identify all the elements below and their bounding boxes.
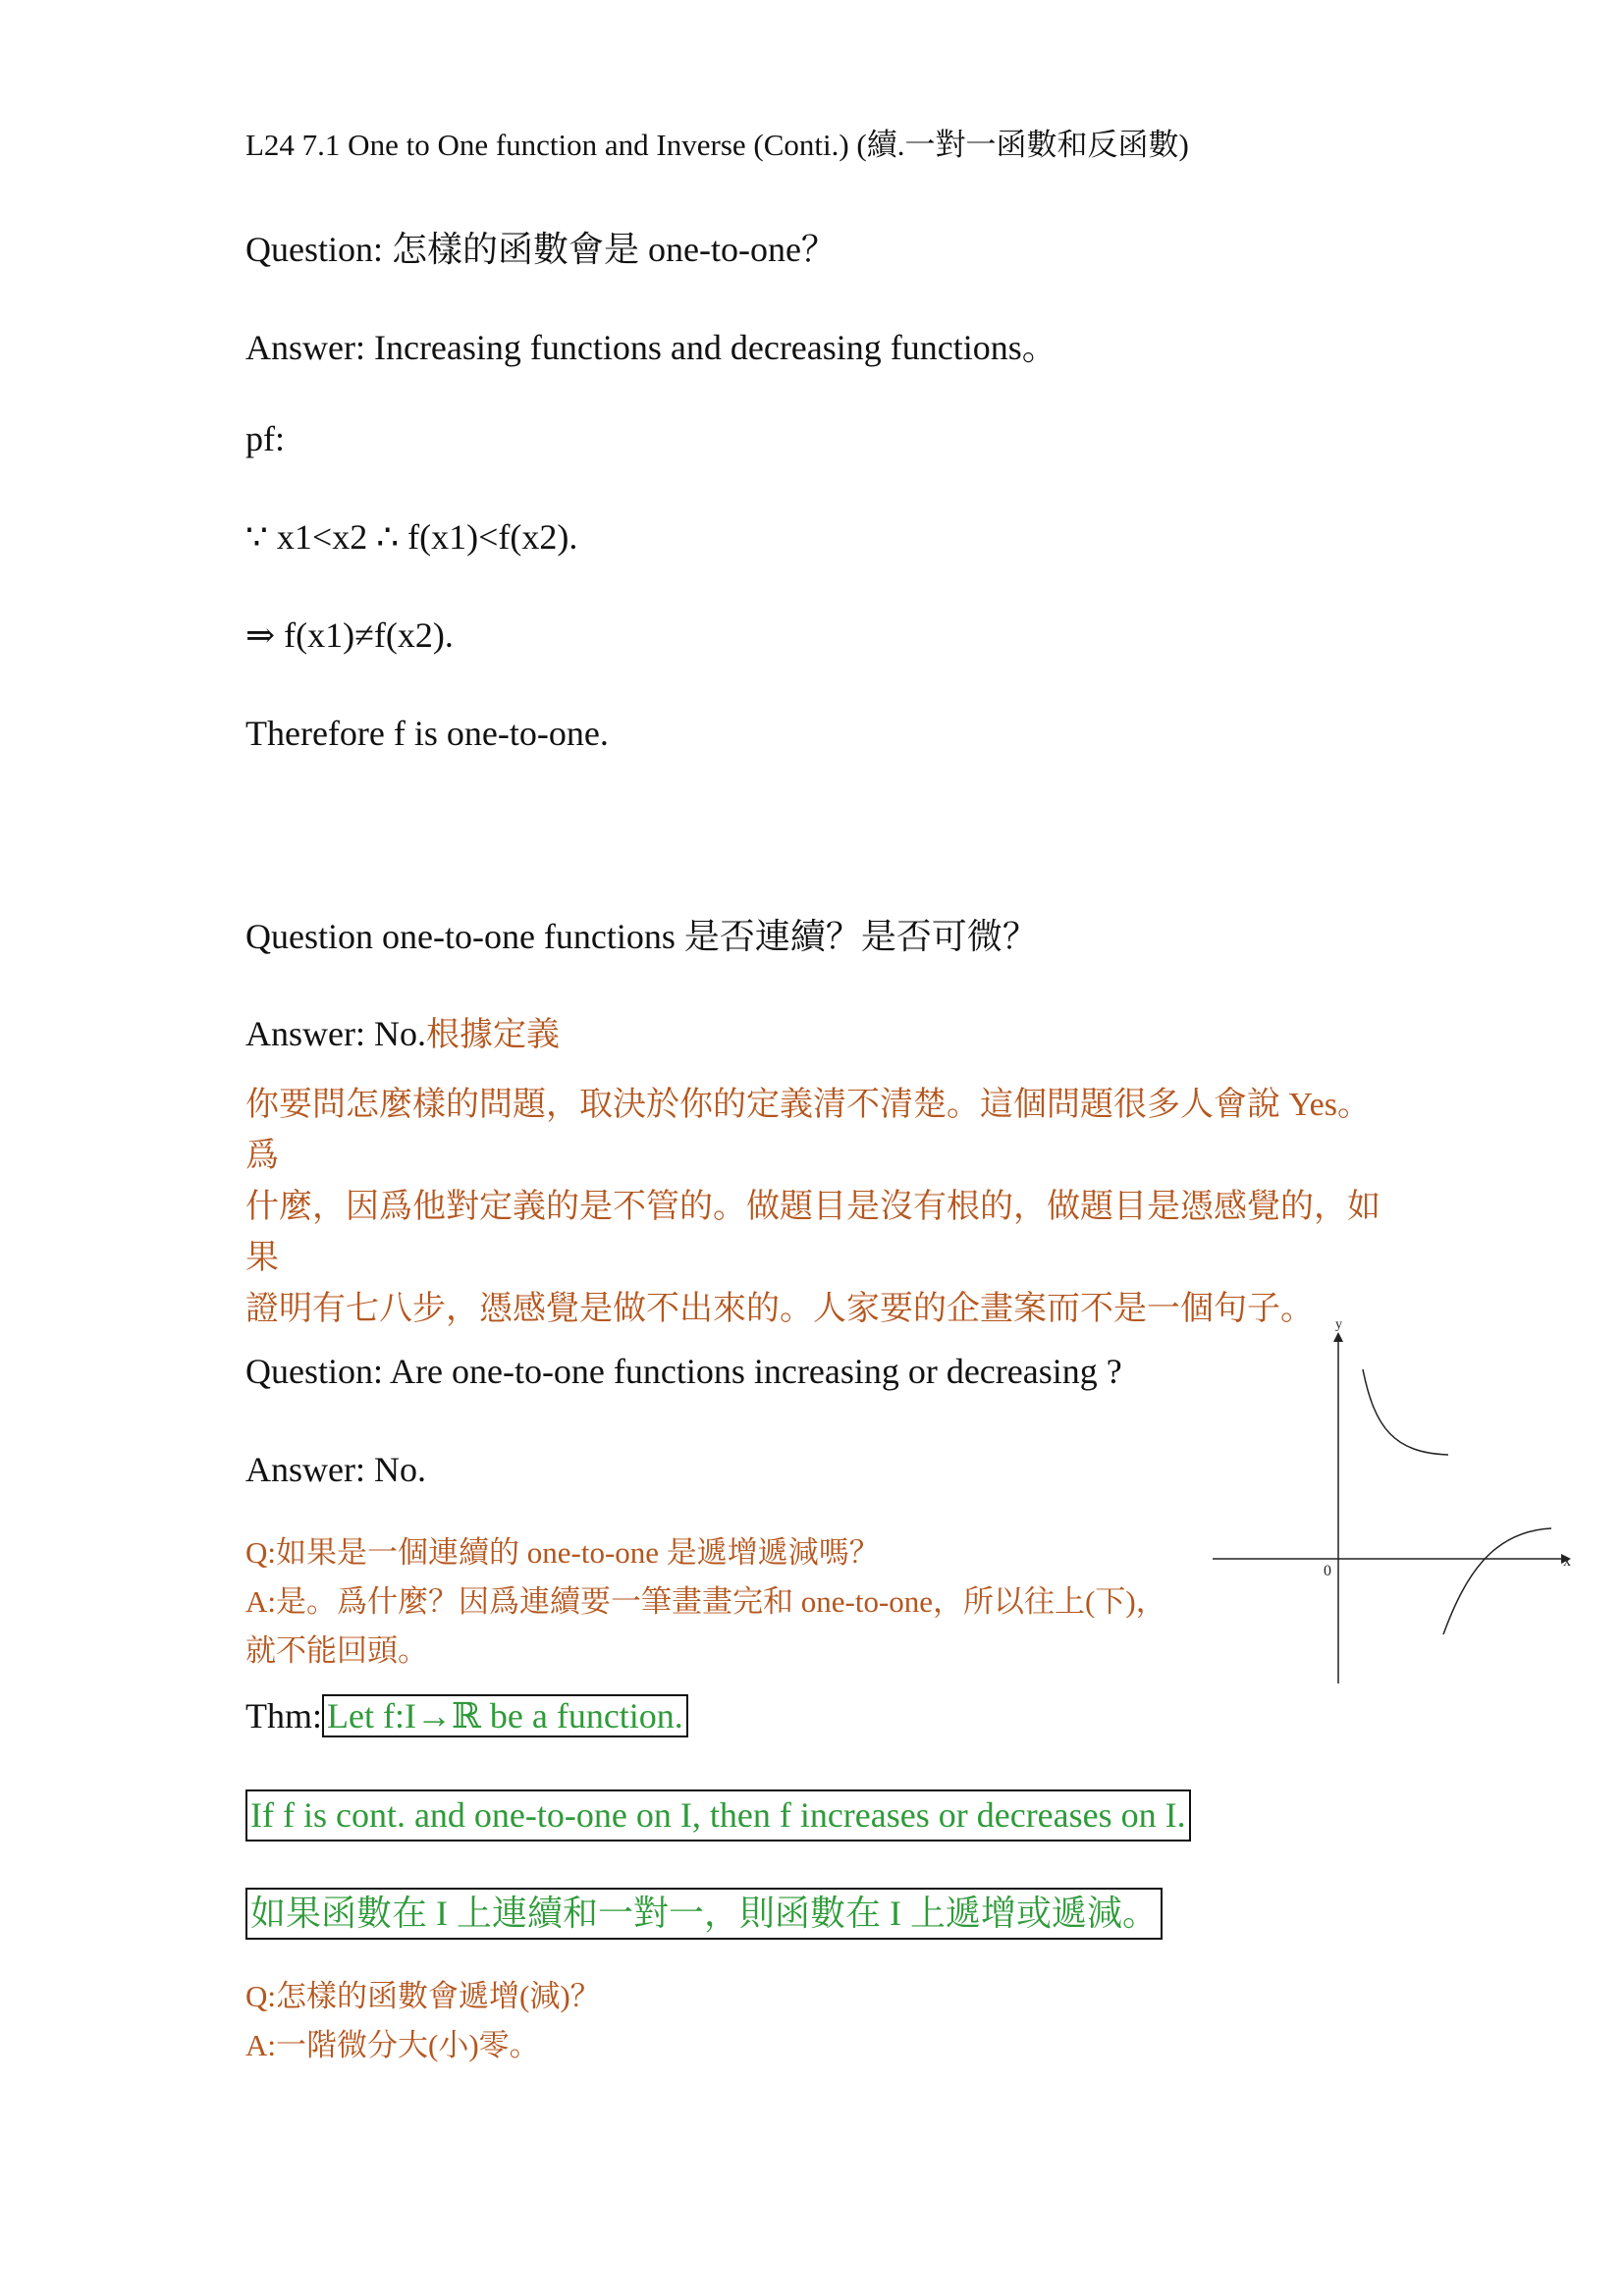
proof-label: pf: — [245, 419, 285, 458]
curve-lower — [1443, 1528, 1551, 1634]
page-title: L24 7.1 One to One function and Inverse (Conti.) (續.一對一函數和反函數) — [245, 128, 1189, 162]
theorem-statement-1: Let f:I→ℝ be a function. — [322, 1694, 688, 1737]
proof-step-1: ∵ x1<x2 ∴ f(x1)<f(x2). — [245, 517, 578, 557]
answer-2-note: 根據定義 — [425, 1017, 560, 1053]
function-graph — [1208, 1320, 1581, 1693]
theorem-line-1 — [245, 1692, 688, 1740]
note-answer-line-2: 就不能回頭。 — [245, 1633, 428, 1668]
theorem-statement-2: If f is cont. and one-to-one on I, then f increases or decreases on I. — [245, 1789, 1191, 1842]
origin-label: 0 — [1324, 1563, 1331, 1579]
note-answer-line-1: A:是。爲什麼？因爲連續要一筆畫畫完和 one-to-one，所以往上(下)， — [245, 1584, 1166, 1619]
answer-2-prefix: Answer: No. — [245, 1014, 426, 1053]
answer-2 — [245, 1007, 560, 1055]
y-axis-label: y — [1335, 1320, 1342, 1332]
final-answer: A:一階微分大(小)零。 — [245, 2028, 540, 2062]
proof-step-2: ⇒ f(x1)≠f(x2). — [245, 615, 454, 655]
comment-line: 證明有七八步，憑感覺是做不出來的。人家要的企畫案而不是一個句子。 — [245, 1291, 1314, 1327]
curve-upper — [1363, 1369, 1448, 1455]
answer-1: Answer: Increasing functions and decreasing functions。 — [245, 328, 1057, 367]
question-3: Question: Are one-to-one functions increasing or decreasing ? — [245, 1352, 1122, 1391]
answer-3: Answer: No. — [245, 1450, 426, 1489]
instructor-comment — [245, 1080, 1394, 1335]
question-2: Question one-to-one functions 是否連續？是否可微？ — [245, 917, 1038, 956]
note-question: Q:如果是一個連續的 one-to-one 是遞增遞減嗎？ — [245, 1535, 880, 1570]
question-1: Question: 怎樣的函數會是 one-to-one？ — [245, 230, 837, 269]
theorem-statement-3: 如果函數在 I 上連續和一對一，則函數在 I 上遞增或遞減。 — [245, 1888, 1163, 1940]
x-axis-label: x — [1563, 1553, 1571, 1570]
theorem-label: Thm: — [245, 1696, 322, 1735]
y-axis-arrow — [1333, 1332, 1343, 1342]
comment-line: 你要問怎麼樣的問題，取決於你的定義清不清楚。這個問題很多人會說 Yes。爲 — [245, 1087, 1371, 1174]
proof-conclusion: Therefore f is one-to-one. — [245, 714, 609, 753]
comment-line: 什麼，因爲他對定義的是不管的。做題目是沒有根的，做題目是憑感覺的，如果 — [245, 1189, 1380, 1276]
final-question: Q:怎樣的函數會遞增(減)？ — [245, 1979, 601, 2013]
